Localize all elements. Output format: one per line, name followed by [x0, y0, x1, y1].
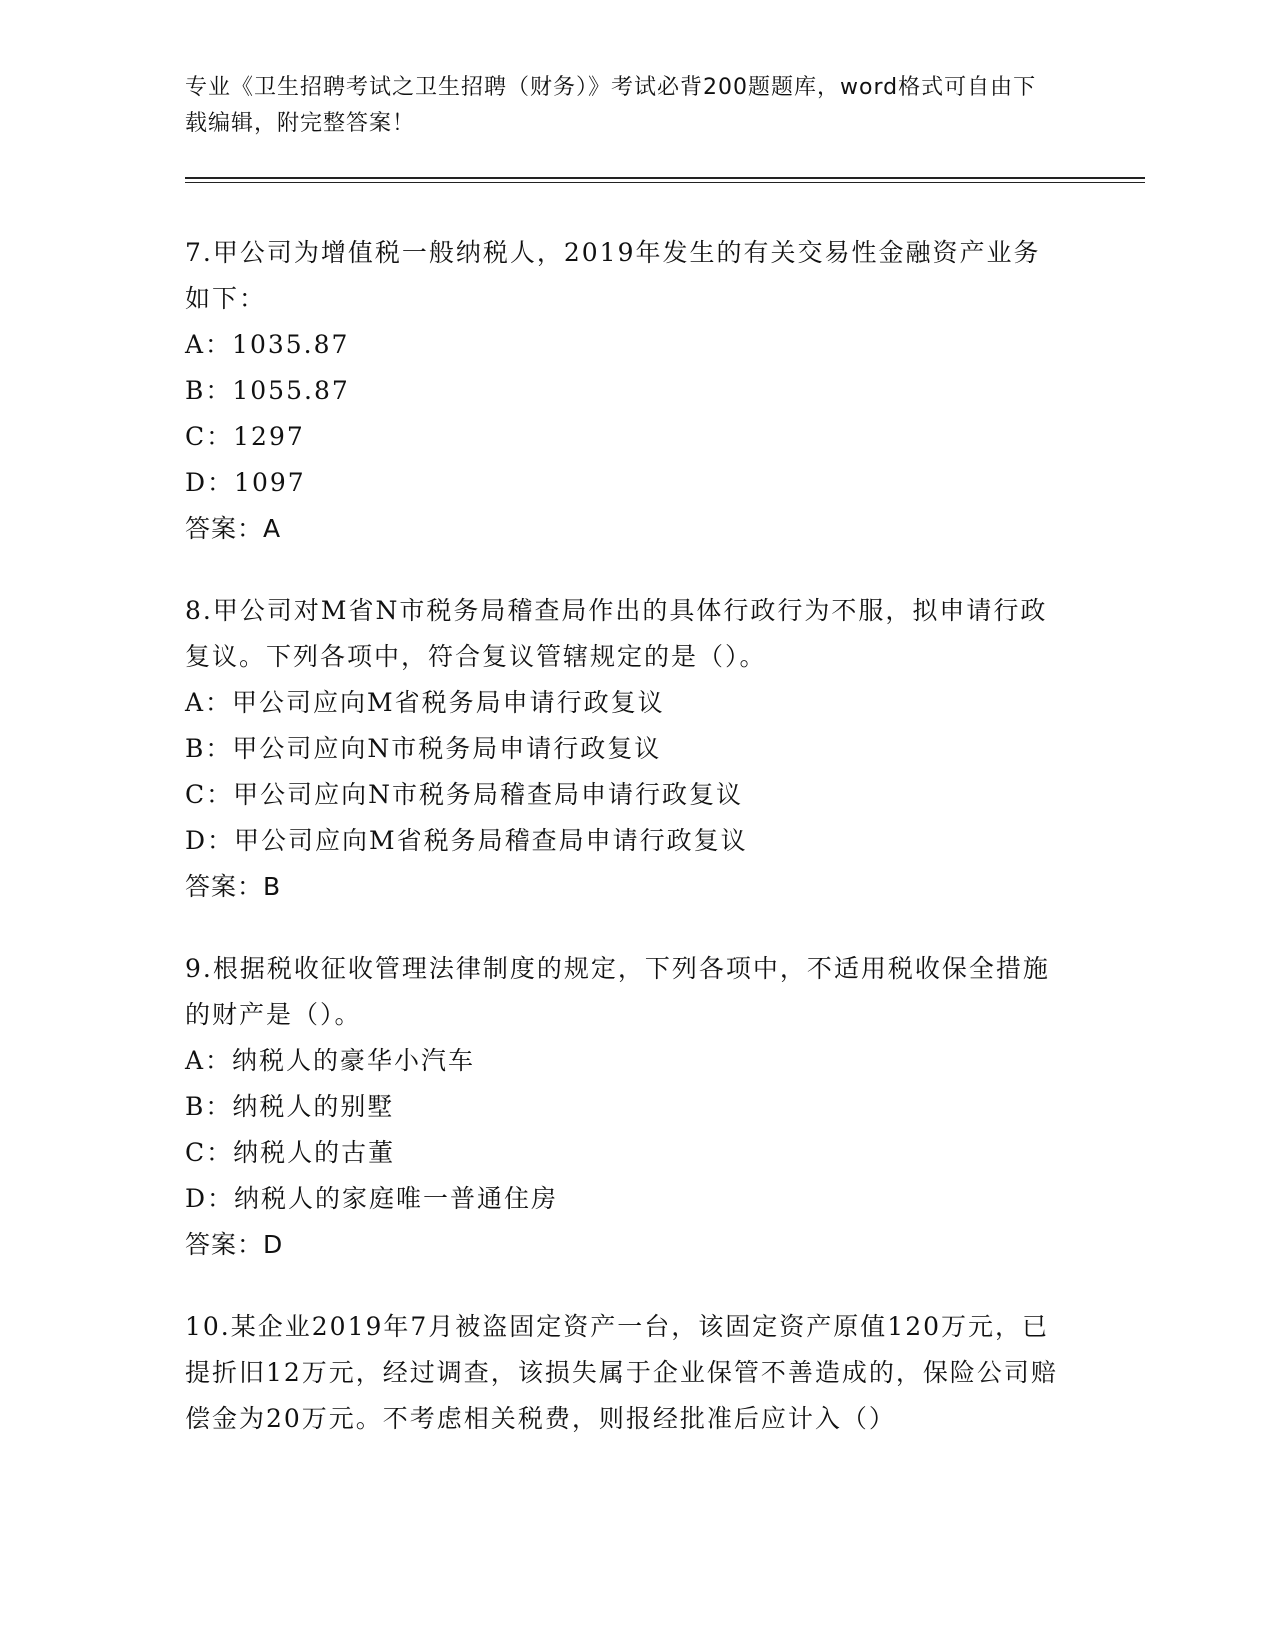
answer: 答案：B — [185, 872, 282, 901]
option-c: C：甲公司应向N市税务局稽查局申请行政复议 — [185, 780, 744, 809]
question-stem: 7.甲公司为增值税一般纳税人，2019年发生的有关交易性金融资产业务如下： — [185, 238, 1041, 313]
header-divider — [185, 177, 1145, 183]
option-a: A：1035.87 — [185, 330, 350, 359]
question-10 — [185, 1304, 1065, 1442]
question-stem: 10.某企业2019年7月被盗固定资产一台，该固定资产原值120万元，已提折旧12万元，经过调查，该损失属于企业保管不善造成的，保险公司赔偿金为20万元。不考虑相关税费，则报经批准后应计入（） — [185, 1312, 1058, 1433]
option-c: C：1297 — [185, 422, 305, 451]
document-header: 专业《卫生招聘考试之卫生招聘（财务）》考试必背200题题库，word格式可自由下载编辑，附完整答案！ — [185, 75, 1037, 136]
option-b: B：纳税人的别墅 — [185, 1092, 395, 1121]
option-b: B：甲公司应向N市税务局申请行政复议 — [185, 734, 662, 763]
question-stem: 9.根据税收征收管理法律制度的规定，下列各项中，不适用税收保全措施的财产是（）。 — [185, 954, 1050, 1029]
question-8 — [185, 588, 1065, 910]
question-list — [185, 230, 1065, 1478]
answer: 答案：D — [185, 1230, 284, 1259]
option-d: D：甲公司应向M省税务局稽查局申请行政复议 — [185, 826, 748, 855]
question-7 — [185, 230, 1065, 552]
question-9 — [185, 946, 1065, 1268]
option-b: B：1055.87 — [185, 376, 350, 405]
page-header — [185, 70, 1145, 142]
option-a: A：甲公司应向M省税务局申请行政复议 — [185, 688, 665, 717]
option-d: D：纳税人的家庭唯一普通住房 — [185, 1184, 559, 1213]
option-c: C：纳税人的古董 — [185, 1138, 396, 1167]
option-d: D：1097 — [185, 468, 306, 497]
question-stem: 8.甲公司对M省N市税务局稽查局作出的具体行政行为不服，拟申请行政复议。下列各项中，符合复议管辖规定的是（）。 — [185, 596, 1048, 671]
answer: 答案：A — [185, 514, 282, 543]
option-a: A：纳税人的豪华小汽车 — [185, 1046, 476, 1075]
